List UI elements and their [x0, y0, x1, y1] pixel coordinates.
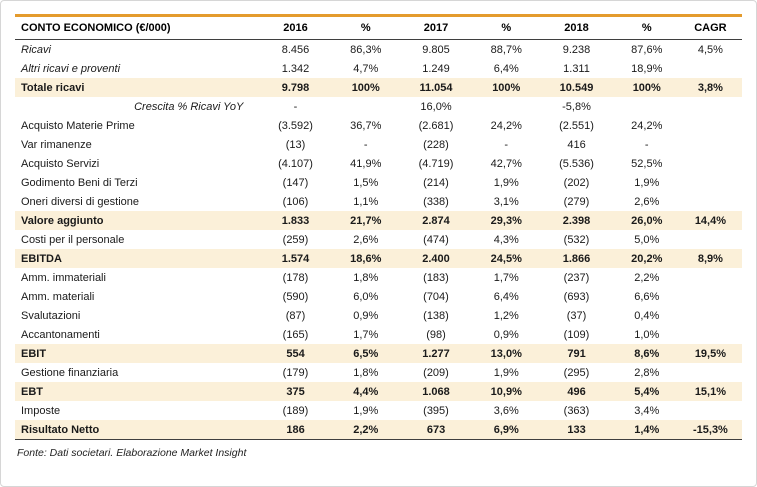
- value-cell: 6,0%: [353, 290, 379, 303]
- value-cell: 1.277: [422, 347, 450, 360]
- value-cell: 9.238: [562, 43, 591, 56]
- table-title: CONTO ECONOMICO (€/000): [15, 16, 257, 40]
- value-cell: [679, 135, 742, 154]
- value-cell: -: [293, 100, 298, 113]
- table-row: [15, 97, 742, 116]
- table-row: [15, 40, 742, 60]
- value-cell: [474, 97, 538, 116]
- value-cell: 10.549: [559, 81, 594, 94]
- value-cell: 87,6%: [631, 43, 663, 56]
- value-cell: -: [363, 138, 368, 151]
- table-row: [15, 78, 742, 97]
- value-cell: 6,4%: [493, 62, 519, 75]
- row-label: Ricavi: [21, 43, 51, 56]
- column-header-cagr: CAGR: [679, 16, 742, 40]
- value-cell: 4,3%: [493, 233, 519, 246]
- value-cell: (202): [563, 176, 590, 189]
- column-header-2017: 2017: [398, 16, 474, 40]
- value-cell: [679, 116, 742, 135]
- value-cell: 1,4%: [615, 420, 679, 440]
- table-row: [15, 249, 742, 268]
- table-row: [15, 382, 742, 401]
- value-cell: (3.592): [278, 119, 313, 132]
- value-cell: (165): [282, 328, 309, 341]
- value-cell: 1,9%: [634, 176, 660, 189]
- value-cell: 3,8%: [697, 81, 723, 94]
- value-cell: (259): [282, 233, 309, 246]
- value-cell: 8.456: [281, 43, 310, 56]
- value-cell: 416: [567, 138, 586, 151]
- value-cell: (98): [426, 328, 446, 341]
- value-cell: 791: [567, 347, 586, 360]
- table-row: [15, 344, 742, 363]
- value-cell: 1.574: [281, 252, 310, 265]
- value-cell: (295): [563, 366, 590, 379]
- value-cell: 2,6%: [353, 233, 379, 246]
- value-cell: 2,2%: [634, 271, 660, 284]
- value-cell: (279): [563, 195, 590, 208]
- value-cell: 26,0%: [631, 214, 663, 227]
- value-cell: 1.249: [422, 62, 450, 75]
- table-row: [15, 325, 742, 344]
- value-cell: 1.833: [281, 214, 310, 227]
- value-cell: (228): [423, 138, 449, 151]
- table-row: [15, 211, 742, 230]
- table-row: [15, 59, 742, 78]
- row-label: EBIT: [21, 347, 47, 360]
- value-cell: 2.398: [562, 214, 591, 227]
- value-cell: 1.866: [562, 252, 591, 265]
- value-cell: 24,2%: [631, 119, 663, 132]
- value-cell: 1.342: [281, 62, 310, 75]
- value-cell: 496: [567, 385, 586, 398]
- value-cell: 19,5%: [694, 347, 727, 360]
- value-cell: (214): [423, 176, 449, 189]
- value-cell: 375: [286, 385, 305, 398]
- value-cell: 6,4%: [493, 290, 519, 303]
- table-row: [15, 135, 742, 154]
- value-cell: [615, 97, 679, 116]
- value-cell: -: [644, 138, 649, 151]
- value-cell: [334, 97, 398, 116]
- value-cell: 554: [286, 347, 305, 360]
- value-cell: 52,5%: [631, 157, 663, 170]
- value-cell: 21,7%: [350, 214, 382, 227]
- value-cell: (37): [566, 309, 587, 322]
- table-row: [15, 268, 742, 287]
- value-cell: 1,8%: [353, 271, 379, 284]
- value-cell: (209): [423, 366, 449, 379]
- row-label: Acquisto Materie Prime: [21, 119, 135, 132]
- value-cell: [679, 325, 742, 344]
- value-cell: (693): [563, 290, 590, 303]
- value-cell: [679, 287, 742, 306]
- value-cell: 1,8%: [353, 366, 379, 379]
- value-cell: 9.798: [281, 81, 310, 94]
- value-cell: 10,9%: [490, 385, 522, 398]
- value-cell: 13,0%: [490, 347, 522, 360]
- value-cell: 4,7%: [353, 62, 379, 75]
- value-cell: (179): [282, 366, 309, 379]
- value-cell: [679, 401, 742, 420]
- value-cell: (590): [282, 290, 309, 303]
- value-cell: 20,2%: [631, 252, 663, 265]
- value-cell: 15,1%: [694, 385, 727, 398]
- value-cell: [679, 173, 742, 192]
- value-cell: 6,9%: [474, 420, 538, 440]
- value-cell: (4.719): [418, 157, 454, 170]
- value-cell: 6,5%: [353, 347, 379, 360]
- table-row: [15, 230, 742, 249]
- table-row: [15, 401, 742, 420]
- value-cell: 86,3%: [350, 43, 382, 56]
- value-cell: (474): [423, 233, 449, 246]
- value-cell: (5.536): [559, 157, 594, 170]
- value-cell: 6,6%: [634, 290, 660, 303]
- value-cell: 16,0%: [420, 100, 452, 113]
- row-label: EBITDA: [21, 252, 62, 265]
- row-label: Gestione finanziaria: [21, 366, 119, 379]
- value-cell: (87): [285, 309, 306, 322]
- value-cell: 3,4%: [634, 404, 660, 417]
- value-cell: 5,4%: [634, 385, 660, 398]
- table-row: [15, 173, 742, 192]
- table-row: [15, 420, 742, 440]
- value-cell: 36,7%: [350, 119, 382, 132]
- value-cell: 2.874: [422, 214, 450, 227]
- value-cell: 11.054: [419, 81, 453, 94]
- value-cell: 100%: [492, 81, 521, 94]
- value-cell: 673: [398, 420, 474, 440]
- value-cell: (147): [282, 176, 309, 189]
- value-cell: 18,6%: [350, 252, 382, 265]
- value-cell: -15,3%: [679, 420, 742, 440]
- table-row: [15, 363, 742, 382]
- row-label: Godimento Beni di Terzi: [21, 176, 138, 189]
- value-cell: (106): [282, 195, 309, 208]
- value-cell: [679, 97, 742, 116]
- value-cell: [679, 363, 742, 382]
- value-cell: 29,3%: [490, 214, 522, 227]
- value-cell: [679, 59, 742, 78]
- value-cell: 0,9%: [353, 309, 379, 322]
- value-cell: 14,4%: [694, 214, 727, 227]
- value-cell: 0,4%: [634, 309, 660, 322]
- value-cell: 24,2%: [490, 119, 522, 132]
- column-header-pct-2016: %: [334, 16, 398, 40]
- row-label: Accantonamenti: [21, 328, 100, 341]
- value-cell: 4,5%: [697, 43, 723, 56]
- value-cell: 2,6%: [634, 195, 660, 208]
- value-cell: 2,2%: [334, 420, 398, 440]
- value-cell: (109): [563, 328, 590, 341]
- value-cell: 100%: [632, 81, 661, 94]
- column-header-2018: 2018: [538, 16, 614, 40]
- row-label: Acquisto Servizi: [21, 157, 100, 170]
- row-label: Risultato Netto: [15, 420, 257, 440]
- table-row: [15, 287, 742, 306]
- value-cell: 2,8%: [634, 366, 660, 379]
- header-row: [15, 16, 742, 40]
- column-header-pct-2017: %: [474, 16, 538, 40]
- value-cell: (338): [423, 195, 449, 208]
- table-body: [15, 40, 742, 440]
- value-cell: (189): [282, 404, 309, 417]
- value-cell: (237): [563, 271, 590, 284]
- value-cell: (183): [423, 271, 449, 284]
- value-cell: 41,9%: [350, 157, 382, 170]
- income-statement-table: [15, 14, 742, 440]
- value-cell: 1,7%: [353, 328, 379, 341]
- value-cell: [679, 306, 742, 325]
- row-label: Amm. immateriali: [21, 271, 106, 284]
- row-label: Oneri diversi di gestione: [21, 195, 140, 208]
- value-cell: (2.681): [418, 119, 454, 132]
- table-row: [15, 116, 742, 135]
- value-cell: 1,0%: [634, 328, 660, 341]
- value-cell: (4.107): [278, 157, 313, 170]
- value-cell: 9.805: [422, 43, 450, 56]
- table-row: [15, 192, 742, 211]
- value-cell: 0,9%: [493, 328, 519, 341]
- value-cell: 186: [257, 420, 333, 440]
- value-cell: (13): [285, 138, 306, 151]
- value-cell: (363): [563, 404, 590, 417]
- value-cell: (532): [563, 233, 590, 246]
- value-cell: 8,6%: [634, 347, 660, 360]
- value-cell: 5,0%: [634, 233, 660, 246]
- value-cell: 24,5%: [490, 252, 522, 265]
- table-row: [15, 154, 742, 173]
- value-cell: 8,9%: [697, 252, 723, 265]
- value-cell: 2.400: [422, 252, 450, 265]
- column-header-pct-2018: %: [615, 16, 679, 40]
- value-cell: 133: [538, 420, 614, 440]
- value-cell: 1,9%: [493, 366, 519, 379]
- row-label: EBT: [21, 385, 43, 398]
- value-cell: [679, 154, 742, 173]
- table-row: [15, 306, 742, 325]
- value-cell: 1,5%: [353, 176, 379, 189]
- value-cell: (2.551): [559, 119, 594, 132]
- row-label: Altri ricavi e proventi: [21, 62, 121, 75]
- row-label: Amm. materiali: [21, 290, 95, 303]
- value-cell: [679, 268, 742, 287]
- value-cell: 1,1%: [353, 195, 379, 208]
- value-cell: 1,9%: [353, 404, 379, 417]
- value-cell: 1.311: [563, 62, 590, 75]
- row-label: Costi per il personale: [21, 233, 125, 246]
- value-cell: -: [504, 138, 509, 151]
- value-cell: (138): [423, 309, 449, 322]
- row-label: Svalutazioni: [21, 309, 81, 322]
- value-cell: -5,8%: [562, 100, 591, 113]
- value-cell: 100%: [351, 81, 380, 94]
- value-cell: 3,6%: [493, 404, 519, 417]
- row-label: Var rimanenze: [21, 138, 92, 151]
- value-cell: [679, 192, 742, 211]
- value-cell: (704): [423, 290, 449, 303]
- value-cell: 4,4%: [353, 385, 379, 398]
- value-cell: 1,9%: [493, 176, 519, 189]
- value-cell: 1.068: [422, 385, 450, 398]
- value-cell: 18,9%: [631, 62, 663, 75]
- source-footnote: Fonte: Dati societari. Elaborazione Market Insight: [17, 447, 247, 459]
- row-label: Imposte: [21, 404, 61, 417]
- row-label: Crescita % Ricavi YoY: [134, 100, 244, 113]
- value-cell: 1,7%: [493, 271, 519, 284]
- value-cell: 42,7%: [490, 157, 522, 170]
- value-cell: [679, 230, 742, 249]
- row-label: Valore aggiunto: [21, 214, 104, 227]
- value-cell: (395): [423, 404, 449, 417]
- column-header-2016: 2016: [257, 16, 333, 40]
- value-cell: 88,7%: [490, 43, 522, 56]
- value-cell: 3,1%: [493, 195, 519, 208]
- row-label: Totale ricavi: [21, 81, 85, 94]
- value-cell: 1,2%: [493, 309, 519, 322]
- value-cell: (178): [282, 271, 309, 284]
